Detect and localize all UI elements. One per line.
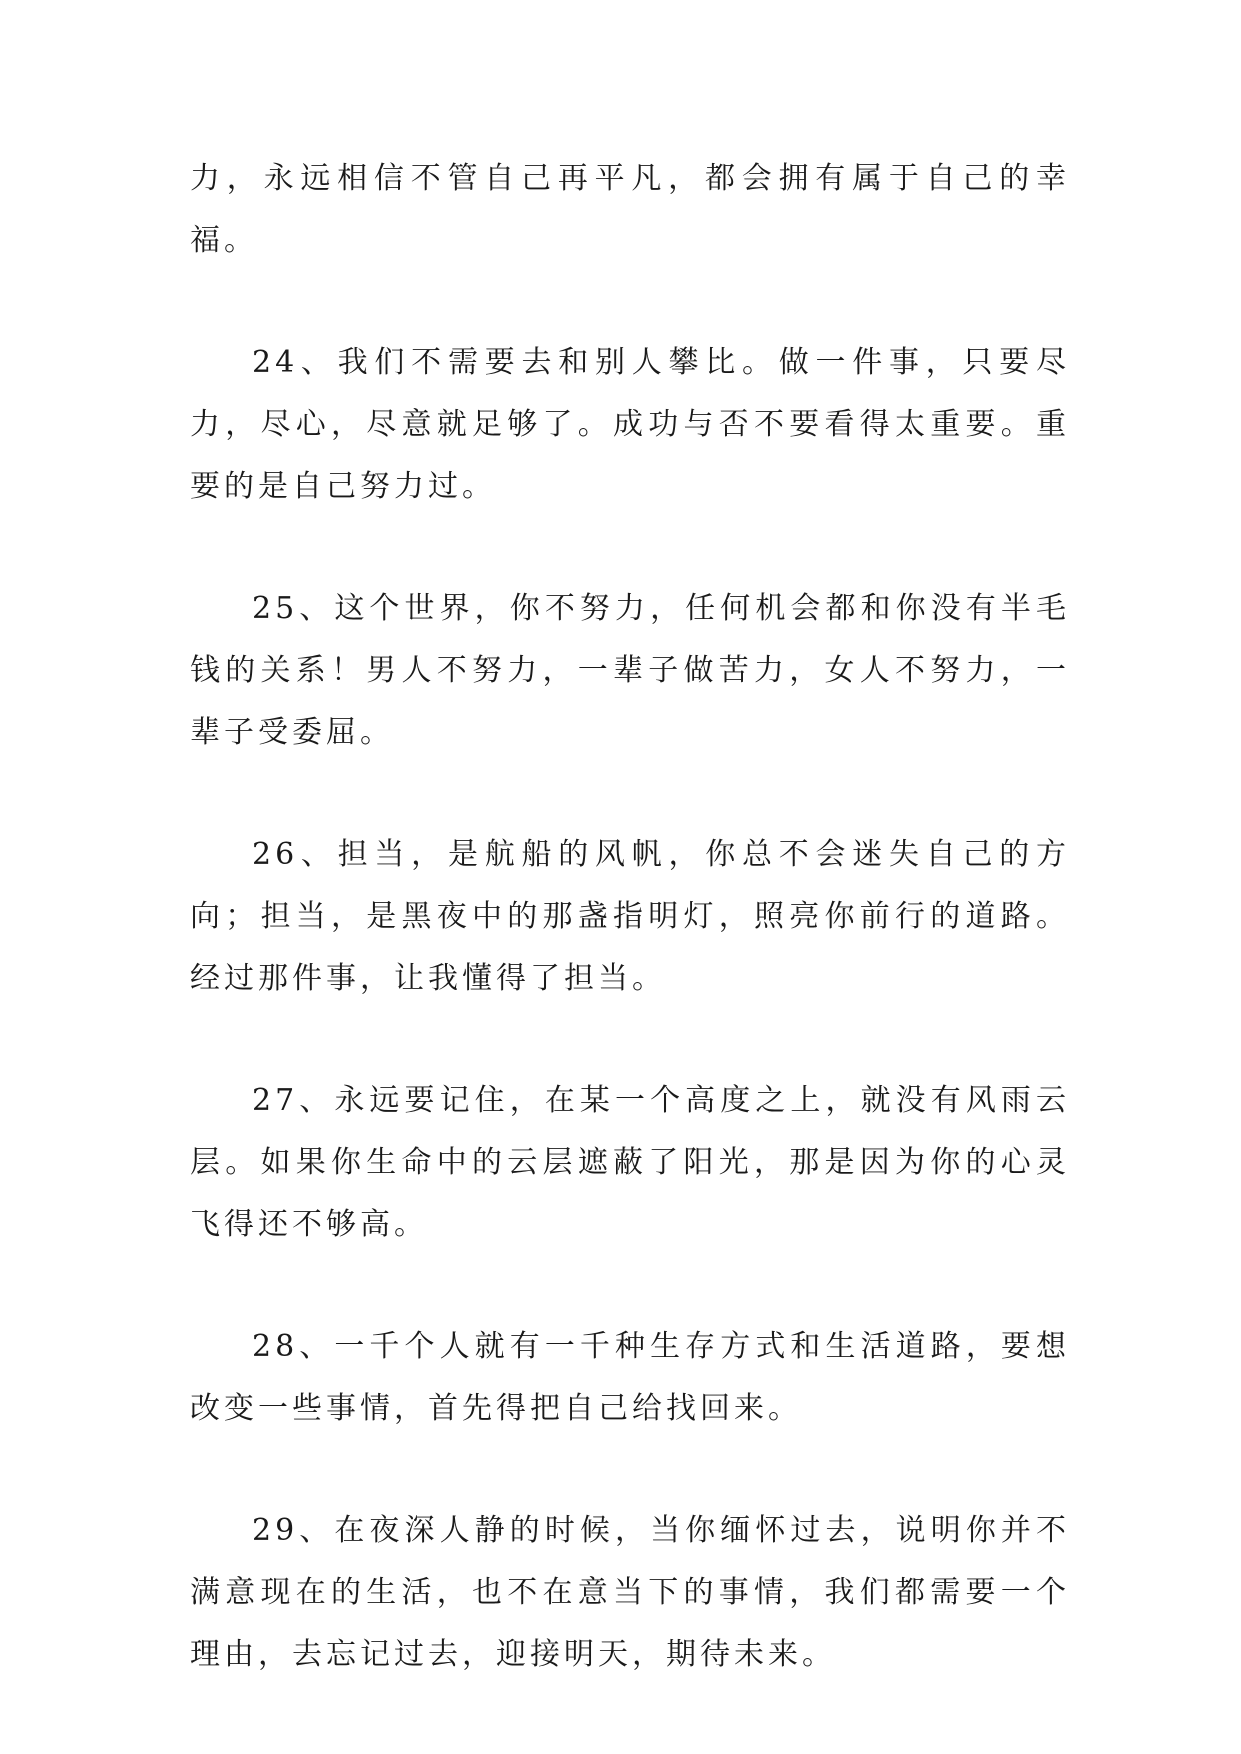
paragraph-24: 24、我们不需要去和别人攀比。做一件事，只要尽力，尽心，尽意就足够了。成功与否不要看得太重要。重要的是自己努力过。 (190, 345, 1070, 504)
paragraph-29: 29、在夜深人静的时候，当你缅怀过去，说明你并不满意现在的生活，也不在意当下的事情，我们都需要一个理由，去忘记过去，迎接明天，期待未来。 (190, 1513, 1070, 1672)
paragraph-25: 25、这个世界，你不努力，任何机会都和你没有半毛钱的关系！男人不努力，一辈子做苦力，女人不努力，一辈子受委屈。 (190, 591, 1070, 750)
paragraph-27: 27、永远要记住，在某一个高度之上，就没有风雨云层。如果你生命中的云层遮蔽了阳光，那是因为你的心灵飞得还不够高。 (190, 1083, 1070, 1242)
paragraph-continued: 力，永远相信不管自己再平凡，都会拥有属于自己的幸福。 (190, 161, 1070, 258)
paragraph-26: 26、担当，是航船的风帆，你总不会迷失自己的方向；担当，是黑夜中的那盏指明灯，照亮你前行的道路。经过那件事，让我懂得了担当。 (190, 837, 1070, 996)
document-body (190, 148, 1070, 1746)
paragraph-28: 28、一千个人就有一千种生存方式和生活道路，要想改变一些事情，首先得把自己给找回来。 (190, 1329, 1070, 1426)
